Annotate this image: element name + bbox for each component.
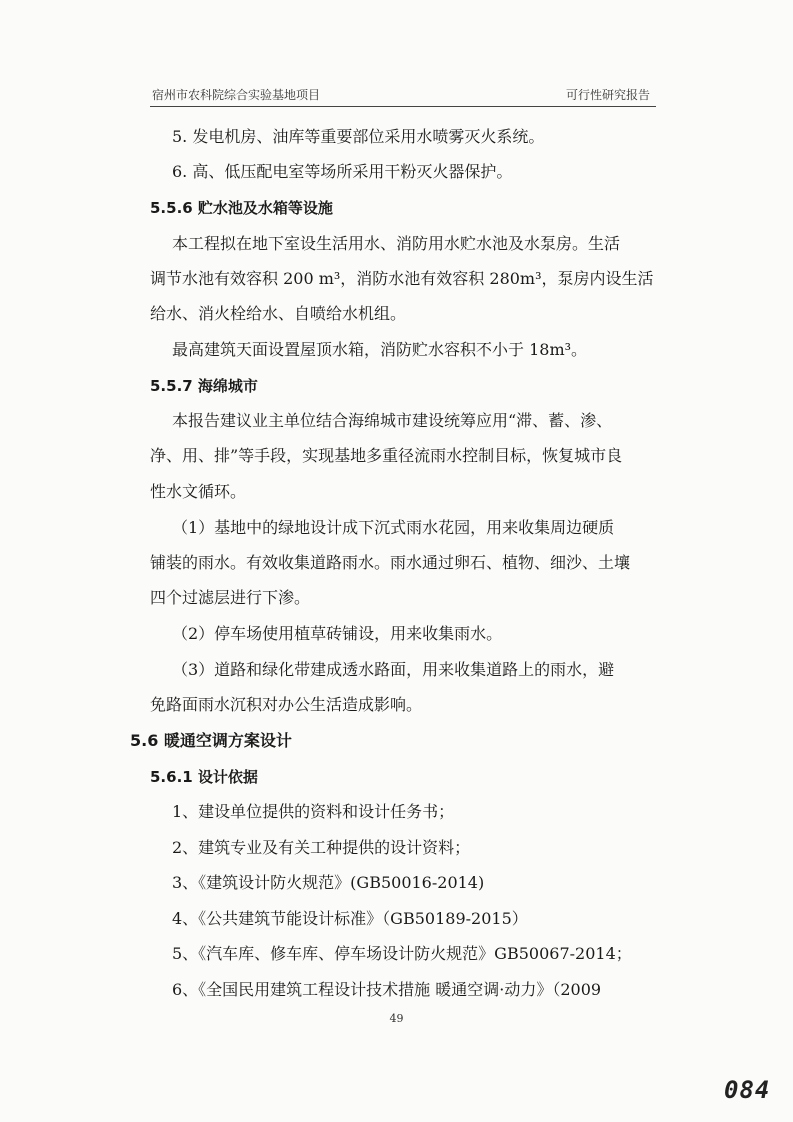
list-item: 6、《全国民用建筑工程设计技术措施 暖通空调·动力》（2009 [172, 980, 602, 999]
list-item: 2、建筑专业及有关工种提供的设计资料； [172, 838, 471, 857]
paragraph-line: 免路面雨水沉积对办公生活造成影响。 [150, 695, 423, 714]
page-number: 49 [389, 1012, 404, 1025]
header-report-type: 可行性研究报告 [565, 88, 650, 102]
list-item: 1、建设单位提供的资料和设计任务书； [172, 802, 455, 821]
item-fire-system-5: 5. 发电机房、油库等重要部位采用水喷雾灭火系统。 [172, 127, 545, 146]
heading-5-5-6: 5.5.6 贮水池及水箱等设施 [150, 199, 333, 217]
paragraph-line: 本工程拟在地下室设生活用水、消防用水贮水池及水泵房。生活 [172, 234, 621, 253]
paragraph-line: （2）停车场使用植草砖铺设，用来收集雨水。 [172, 624, 503, 643]
paragraph-line: 本报告建议业主单位结合海绵城市建设统筹应用“滞、蓄、渗、 [172, 411, 613, 430]
paragraph-line: 给水、消火栓给水、自喷给水机组。 [150, 304, 407, 323]
item-fire-system-6: 6. 高、低压配电室等场所采用干粉灭火器保护。 [172, 162, 513, 181]
handwritten-page-stamp: 084 [724, 1076, 771, 1104]
header-project-title: 宿州市农科院综合实验基地项目 [152, 88, 321, 102]
heading-5-6-1: 5.6.1 设计依据 [150, 768, 258, 786]
page-header [150, 84, 656, 107]
list-item: 5、《汽车库、修车库、停车场设计防火规范》GB50067-2014； [172, 944, 632, 963]
paragraph-line: 性水文循环。 [150, 482, 247, 501]
heading-5-5-7: 5.5.7 海绵城市 [150, 377, 258, 395]
paragraph-line: 最高建筑天面设置屋顶水箱，消防贮水容积不小于 18m³。 [172, 340, 588, 359]
paragraph-line: 铺装的雨水。有效收集道路雨水。雨水通过卵石、植物、细沙、土壤 [150, 553, 631, 572]
list-item: 3、《建筑设计防火规范》(GB50016-2014) [172, 873, 485, 892]
list-item: 4、《公共建筑节能设计标准》（GB50189-2015） [172, 909, 528, 928]
paragraph-line: 净、用、排”等手段，实现基地多重径流雨水控制目标，恢复城市良 [150, 446, 623, 465]
paragraph-line: 四个过滤层进行下渗。 [150, 588, 311, 607]
paragraph-line: （3）道路和绿化带建成透水路面，用来收集道路上的雨水，避 [172, 660, 615, 679]
paragraph-line: 调节水池有效容积 200 m³，消防水池有效容积 280m³，泵房内设生活 [150, 269, 654, 288]
heading-5-6: 5.6 暖通空调方案设计 [130, 731, 292, 750]
paragraph-line: （1）基地中的绿地设计成下沉式雨水花园，用来收集周边硬质 [172, 518, 615, 537]
